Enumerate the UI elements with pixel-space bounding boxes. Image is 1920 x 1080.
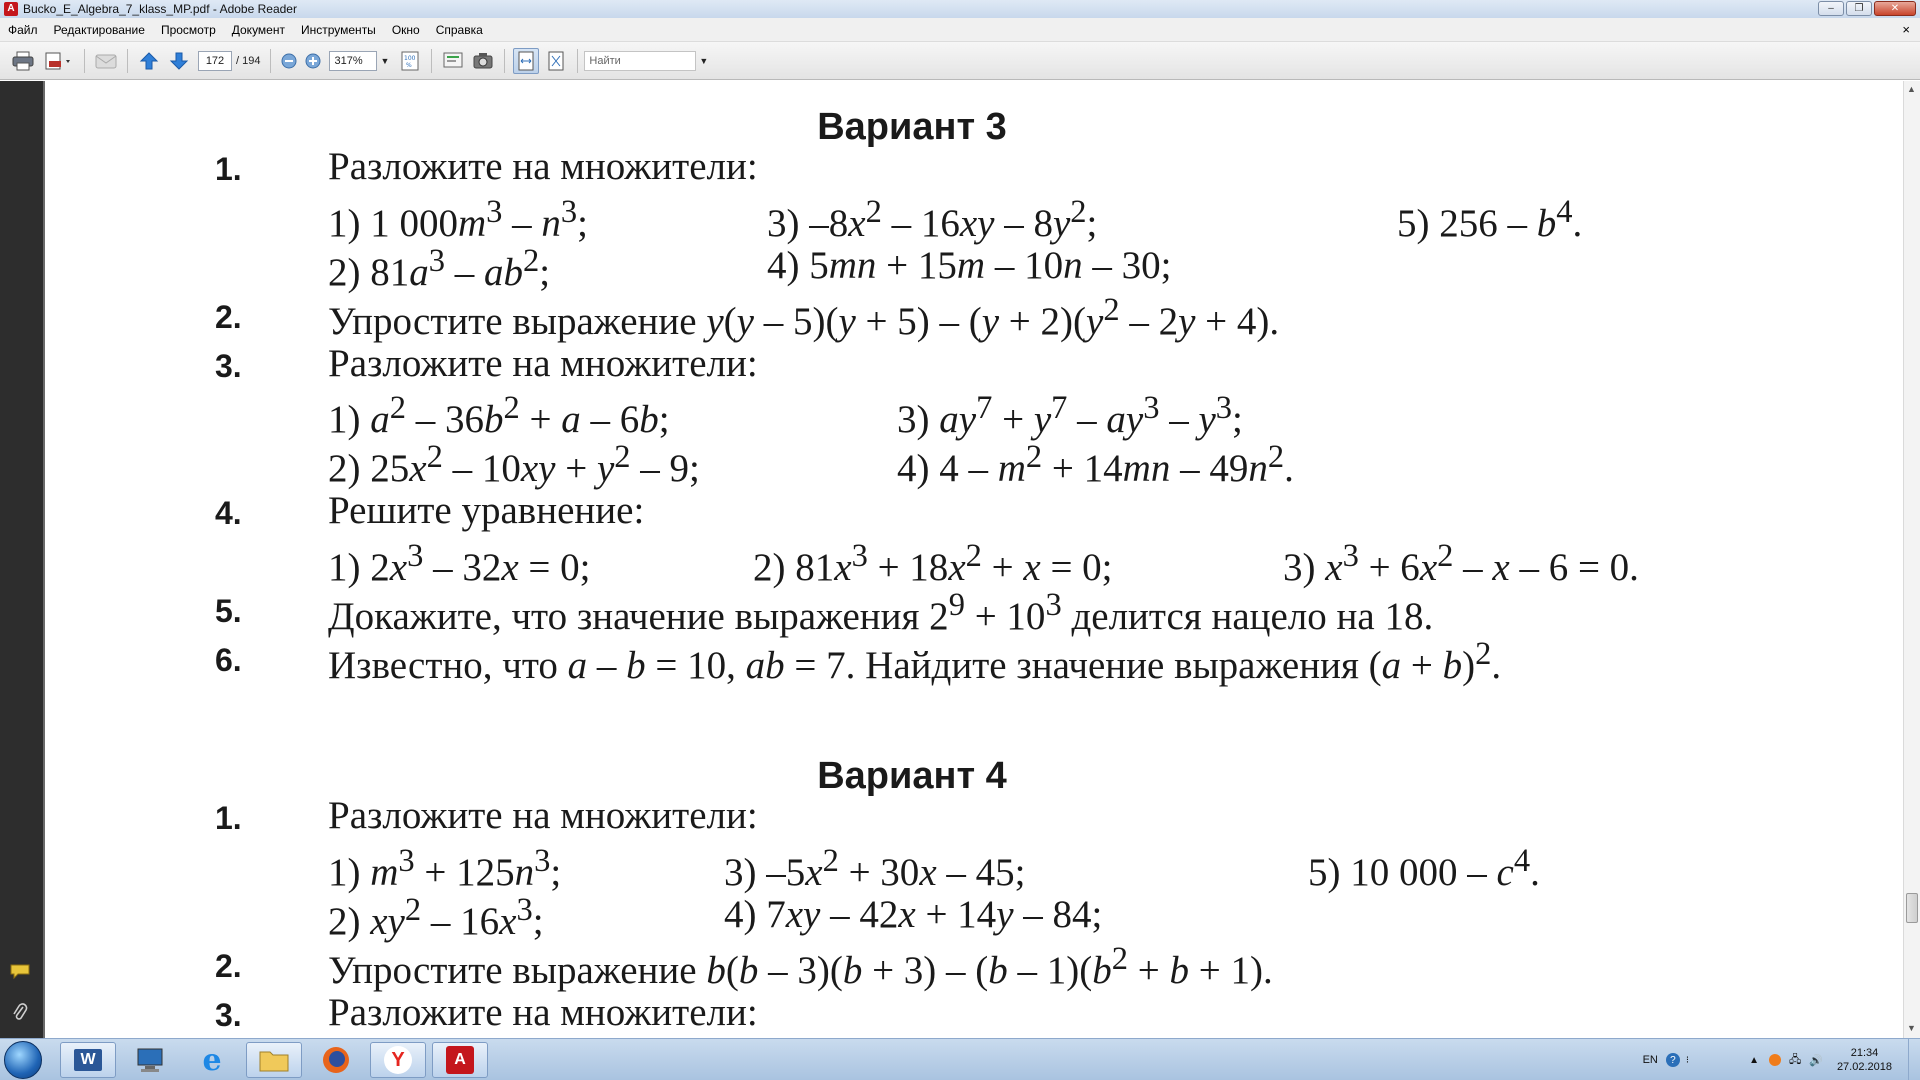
taskbar-acrobat[interactable]	[432, 1042, 488, 1078]
toolbar-separator	[577, 49, 578, 73]
attachments-panel-button[interactable]	[8, 1001, 32, 1023]
avast-icon[interactable]	[1769, 1054, 1781, 1066]
title-bar	[0, 0, 1920, 18]
scroll-down-icon[interactable]: ▼	[1907, 1023, 1916, 1033]
v4-task-1-number: 1.	[215, 800, 242, 836]
v3-task-4-number: 4.	[215, 495, 242, 531]
comments-panel-button[interactable]	[8, 961, 32, 983]
v3-task-3-item-4: 4) $4 - m^2 + 14mn - 49n^2$.	[897, 439, 1294, 490]
language-indicator[interactable]: EN	[1642, 1054, 1658, 1066]
print-icon	[12, 51, 34, 71]
v3-task-1-item-2: 2) $81a^3 - ab^2$;	[328, 243, 551, 294]
show-desktop-button[interactable]	[1908, 1039, 1920, 1080]
v3-task-5-number: 5.	[215, 593, 242, 629]
v3-task-4-item-2: 2) $81x^3 + 18x^2 + x = 0$;	[753, 538, 1113, 589]
zoom-out-icon	[281, 53, 297, 69]
fit-width-button[interactable]	[513, 48, 539, 74]
v3-task-6-number: 6.	[215, 642, 242, 678]
v4-task-1-item-5: 5) 10 $000 - c^4$.	[1308, 843, 1540, 894]
word-icon: W	[74, 1049, 101, 1071]
toolbar-separator	[127, 49, 128, 73]
taskbar-explorer[interactable]	[246, 1042, 302, 1078]
menu-window[interactable]: Окно	[391, 22, 420, 37]
scroll-up-icon[interactable]: ▲	[1907, 84, 1916, 94]
firefox-icon	[321, 1045, 351, 1075]
document-close-button[interactable]: ×	[1902, 22, 1910, 37]
windows-taskbar	[0, 1038, 1920, 1080]
arrow-up-icon	[139, 51, 159, 71]
clock-time: 21:34	[1850, 1047, 1879, 1059]
page-number-input[interactable]: 172	[198, 51, 232, 71]
scrollbar-thumb[interactable]	[1906, 893, 1918, 923]
ie-icon: e	[202, 1042, 222, 1078]
computer-icon	[135, 1046, 165, 1074]
taskbar-word[interactable]	[60, 1042, 116, 1078]
toolbar-separator	[270, 49, 271, 73]
v4-task-1-item-1: 1) $m^3 + 125n^3$;	[328, 843, 562, 894]
menu-edit[interactable]: Редактирование	[53, 22, 145, 37]
v3-task-1-text: Разложите на множители:	[328, 145, 758, 188]
fit-width-icon	[517, 51, 535, 71]
toolbar-separator	[431, 49, 432, 73]
v3-task-3-text: Разложите на множители:	[328, 342, 758, 385]
v3-task-5-text: Докажите, что значение выражения $2^9 + 10^3$ делится нацело на 18.	[328, 587, 1434, 638]
v4-task-1-text: Разложите на множители:	[328, 794, 758, 837]
camera-icon	[472, 51, 494, 71]
v4-task-2-number: 2.	[215, 948, 242, 984]
zoom-in-icon	[305, 53, 321, 69]
tray-options-icon[interactable]: ⁝	[1685, 1054, 1690, 1066]
page-total-label: / 194	[236, 54, 261, 67]
vertical-scrollbar[interactable]	[1903, 81, 1920, 1038]
adobe-reader-icon: A	[4, 2, 18, 16]
show-hidden-icons[interactable]: ▲	[1749, 1054, 1759, 1066]
system-tray	[1643, 1039, 1920, 1080]
clock-date: 27.02.2018	[1836, 1061, 1892, 1073]
zoom-level-input[interactable]: 317%	[329, 51, 377, 71]
v3-task-4-text: Решите уравнение:	[328, 489, 645, 532]
email-icon	[94, 51, 118, 71]
clock[interactable]	[1837, 1046, 1892, 1074]
v4-task-1-item-2: 2) $xy^2 - 16x^3$;	[328, 892, 544, 943]
start-button[interactable]	[4, 1041, 42, 1079]
comment-button[interactable]	[440, 48, 466, 74]
zoom-in-button[interactable]	[303, 48, 323, 74]
volume-icon[interactable]: 🔊	[1809, 1054, 1823, 1067]
v4-task-3-number: 3.	[215, 997, 242, 1033]
v4-task-1-item-4: 4) 7xy – 42x + 14y – 84;	[724, 893, 1103, 936]
taskbar-ie[interactable]	[184, 1042, 240, 1078]
help-icon[interactable]: ?	[1666, 1053, 1680, 1067]
email-button[interactable]	[93, 48, 119, 74]
v3-task-2-text: Упростите выражение $y(y - 5)(y + 5) - (y + 2)(y^2 - 2y + 4)$.	[328, 292, 1280, 343]
v4-task-3-text: Разложите на множители:	[328, 991, 758, 1034]
v3-task-1-item-5: 5) $256 - b^4$.	[1397, 194, 1583, 245]
taskbar-firefox[interactable]	[308, 1042, 364, 1078]
previous-page-button[interactable]	[136, 48, 162, 74]
paperclip-icon	[12, 1002, 28, 1022]
svg-text:100: 100	[404, 54, 416, 62]
window-controls	[1818, 1, 1916, 16]
taskbar-yandex[interactable]	[370, 1042, 426, 1078]
find-input[interactable]: Найти	[584, 51, 696, 71]
v3-task-4-item-1: 1) $2x^3 - 32x = 0$;	[328, 538, 591, 589]
arrow-down-icon	[169, 51, 189, 71]
next-page-button[interactable]	[166, 48, 192, 74]
v3-task-3-item-2: 2) $25x^2 - 10xy + y^2 - 9$;	[328, 439, 700, 490]
menu-document[interactable]: Документ	[231, 22, 285, 37]
yandex-icon: Y	[384, 1046, 412, 1074]
actual-size-icon	[401, 51, 419, 71]
navigation-pane	[0, 81, 43, 1038]
toolbar-separator	[504, 49, 505, 73]
v3-task-1-item-4: 4) 5mn + 15m – 10n – 30;	[767, 244, 1172, 287]
actual-size-button[interactable]	[397, 48, 423, 74]
v3-task-1-number: 1.	[215, 151, 242, 187]
toolbar	[0, 42, 1920, 80]
print-button[interactable]	[10, 48, 36, 74]
v3-task-2-number: 2.	[215, 299, 242, 335]
variant-3-title: Вариант 3	[817, 106, 1007, 148]
v4-task-1-item-3: 3) $-5x^2 + 30x - 45$;	[724, 843, 1026, 894]
v3-task-4-item-3: 3) $x^3 + 6x^2 - x - 6 = 0$.	[1283, 538, 1639, 589]
comment-bubble-icon	[9, 963, 31, 981]
svg-text:%: %	[406, 61, 413, 69]
folder-icon	[258, 1047, 290, 1073]
zoom-out-button[interactable]	[279, 48, 299, 74]
minimize-button[interactable]: –	[1818, 1, 1844, 16]
toolbar-separator	[84, 49, 85, 73]
v3-task-6-text: Известно, что a – b = 10, ab = 7. Найдите значение выражения $(a + b)^2$.	[328, 636, 1502, 687]
v4-task-2-text: Упростите выражение $b(b - 3)(b + 3) - (b - 1)(b^2 + b + 1)$.	[328, 941, 1273, 992]
close-button[interactable]: ✕	[1874, 1, 1916, 16]
snapshot-button[interactable]	[470, 48, 496, 74]
v3-task-1-item-1: 1) 1 $000m^3 - n^3$;	[328, 194, 589, 245]
full-screen-button[interactable]	[543, 48, 569, 74]
v3-task-3-number: 3.	[215, 348, 242, 384]
v3-task-3-item-3: 3) $ay^7 + y^7 - ay^3 - y^3$;	[897, 390, 1243, 441]
comment-icon	[442, 51, 464, 71]
printer-options-icon	[43, 51, 73, 71]
maximize-button[interactable]: ❐	[1846, 1, 1872, 16]
full-screen-icon	[547, 51, 565, 71]
v3-task-3-item-1: 1) $a^2 - 36b^2 + a - 6b$;	[328, 390, 670, 441]
taskbar-computer[interactable]	[122, 1042, 178, 1078]
menu-file[interactable]: Файл	[8, 22, 38, 37]
menu-tools[interactable]: Инструменты	[300, 22, 376, 37]
zoom-dropdown-icon[interactable]: ▼	[380, 55, 390, 66]
network-icon[interactable]: 🖧	[1788, 1053, 1802, 1066]
menu-view[interactable]: Просмотр	[160, 22, 216, 37]
window-title: Bucko_E_Algebra_7_klass_MP.pdf - Adobe Reader	[23, 2, 297, 16]
find-dropdown-icon[interactable]: ▼	[699, 55, 709, 66]
acrobat-icon: A	[446, 1046, 474, 1074]
v3-task-1-item-3: 3) $-8x^2 - 16xy - 8y^2$;	[767, 194, 1098, 245]
create-pdf-button[interactable]	[40, 48, 76, 74]
menu-help[interactable]: Справка	[435, 22, 483, 37]
document-page[interactable]	[43, 81, 1903, 1038]
variant-4-title: Вариант 4	[817, 755, 1007, 797]
menu-bar	[0, 18, 1920, 42]
